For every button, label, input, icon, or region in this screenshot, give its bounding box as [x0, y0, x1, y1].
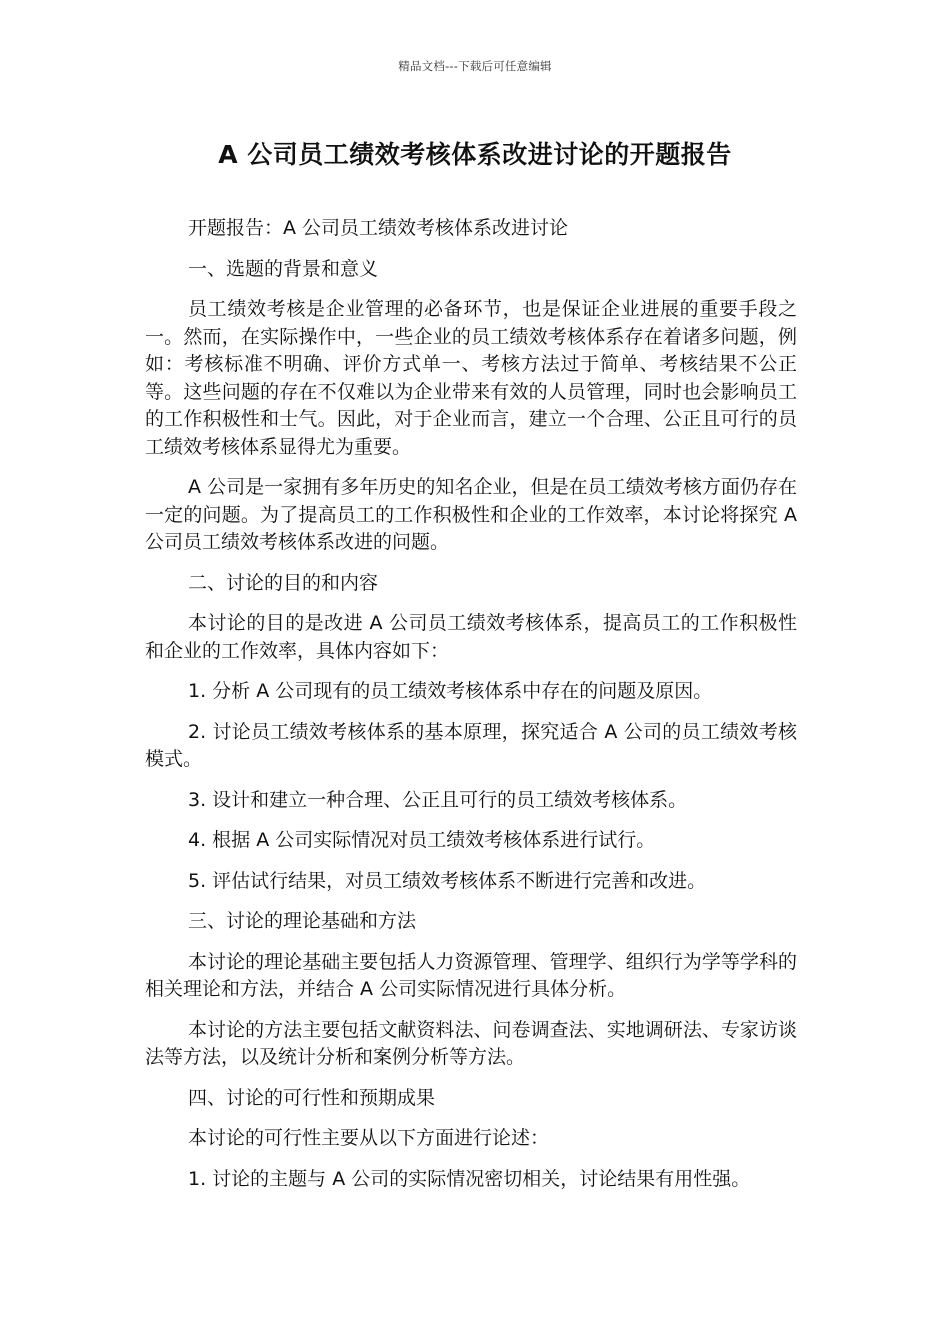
- paragraph-background: 员工绩效考核是企业管理的必备环节，也是保证企业进展的重要手段之一。然而，在实际操作中，一些企业的员工绩效考核体系存在着诸多问题，例如：考核标准不明确、评价方式单一、考核方法过于简单、考核结果不公正等。这些问题的存在不仅难以为企业带来有效的人员管理，同时也会影响员工的工作积极性和士气。因此，对于企业而言，建立一个合理、公正且可行的员工绩效考核体系显得尤为重要。: [145, 298, 797, 458]
- list-item-5: 5. 评估试行结果，对员工绩效考核体系不断进行完善和改进。: [188, 869, 707, 892]
- list-item-2: 2. 讨论员工绩效考核体系的基本原理，探究适合 A 公司的员工绩效考核模式。: [145, 720, 797, 770]
- section-heading-feasibility: 四、讨论的可行性和预期成果: [188, 1086, 436, 1109]
- paragraph-report-subject: 开题报告：A 公司员工绩效考核体系改进讨论: [188, 217, 569, 239]
- paragraph-purpose: 本讨论的目的是改进 A 公司员工绩效考核体系，提高员工的工作积极性和企业的工作效率，具体内容如下：: [145, 612, 797, 662]
- list-item-1: 1. 分析 A 公司现有的员工绩效考核体系中存在的问题及原因。: [188, 680, 713, 702]
- document-body: [145, 215, 797, 1206]
- section-heading-theory: 三、讨论的理论基础和方法: [188, 910, 417, 932]
- document-title: A 公司员工绩效考核体系改进讨论的开题报告: [218, 140, 732, 169]
- paragraph-theory: 本讨论的理论基础主要包括人力资源管理、管理学、组织行为学等学科的相关理论和方法，并结合 A 公司实际情况进行具体分析。: [145, 950, 797, 1000]
- list-item-4: 4. 根据 A 公司实际情况对员工绩效考核体系进行试行。: [188, 829, 656, 851]
- feasibility-item-1: 1. 讨论的主题与 A 公司的实际情况密切相关，讨论结果有用性强。: [188, 1167, 751, 1190]
- list-item-3: 3. 设计和建立一种合理、公正且可行的员工绩效考核体系。: [188, 788, 688, 811]
- paragraph-feasibility: 本讨论的可行性主要从以下方面进行论述：: [188, 1127, 550, 1149]
- section-heading-background: 一、选题的背景和意义: [188, 257, 379, 280]
- section-heading-purpose: 二、讨论的目的和内容: [188, 571, 379, 594]
- header-note: 精品文档---下载后可任意编辑: [398, 59, 552, 73]
- paragraph-company-intro: A 公司是一家拥有多年历史的知名企业，但是在员工绩效考核方面仍存在一定的问题。为了提高员工的工作积极性和企业的工作效率，本讨论将探究 A 公司员工绩效考核体系改进的问题。: [145, 476, 797, 553]
- paragraph-methods: 本讨论的方法主要包括文献资料法、问卷调查法、实地调研法、专家访谈法等方法，以及统计分析和案例分析等方法。: [145, 1018, 797, 1068]
